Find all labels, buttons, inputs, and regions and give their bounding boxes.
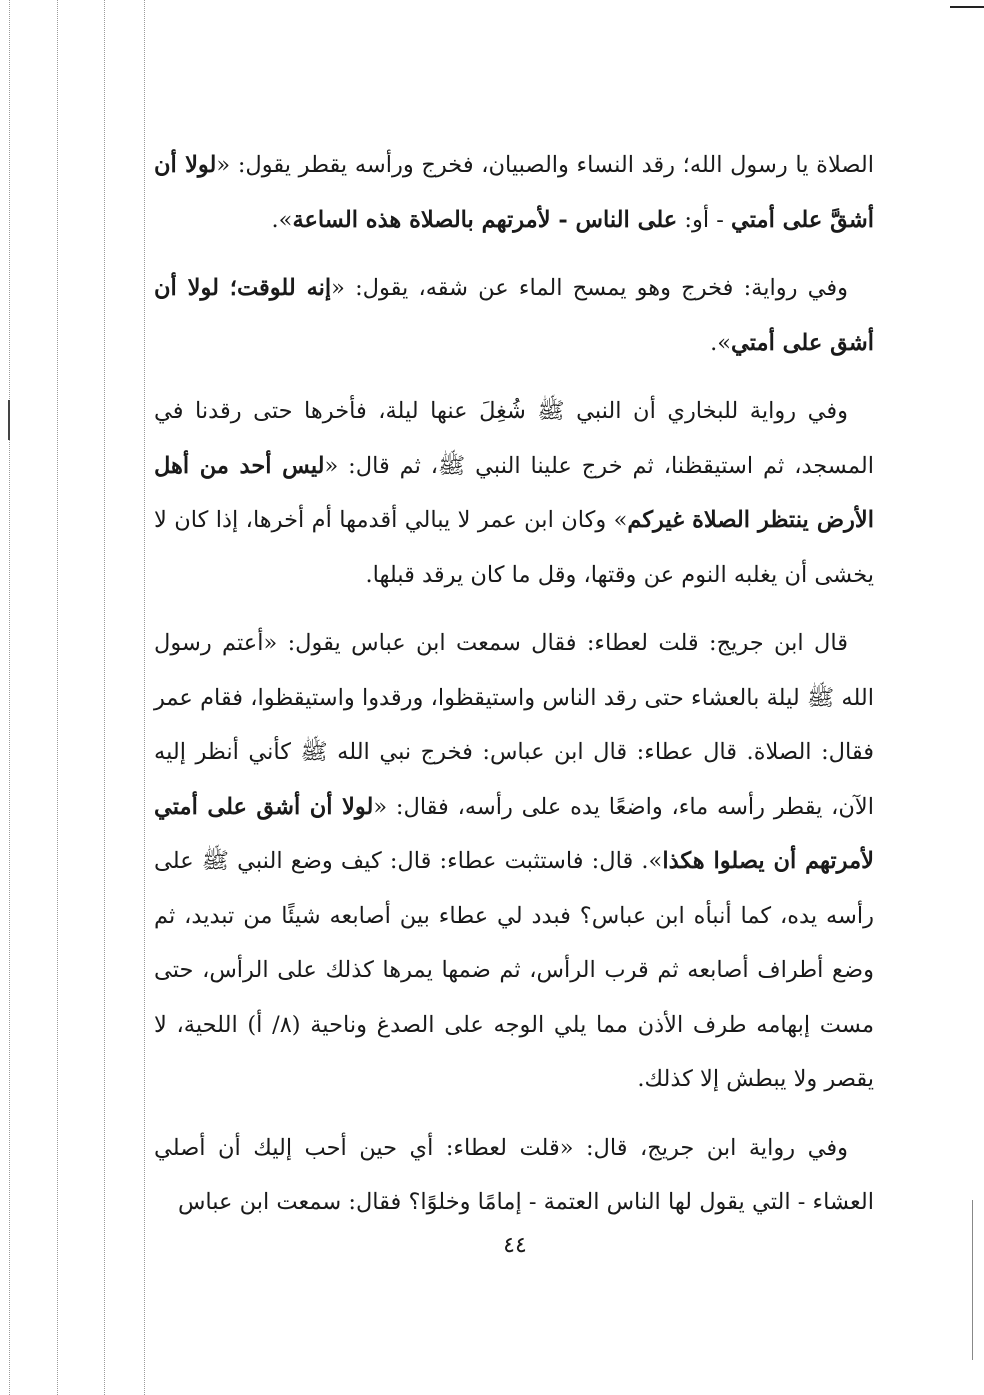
- hadith-quote: إنه للوقت؛ لولا أن أشق على أمتي: [154, 275, 874, 356]
- paragraph-p5: [154, 1121, 874, 1230]
- hadith-quote: لولا أن أشقَّ على أمتي: [154, 152, 874, 233]
- paragraph-text: وفي رواية للبخاري أن النبي ﷺ شُغِلَ عنها ليلة، فأخرها حتى رقدنا في المسجد، ثم استيقظنا، ثم خرج علينا النبي ﷺ، ثم قال: «: [154, 398, 874, 479]
- paragraph-text: قال ابن جريج: قلت لعطاء: فقال سمعت ابن عباس يقول: «أعتم رسول الله ﷺ ليلة بالعشاء حتى رقد الناس واستيقظوا، ورقدوا واستيقظوا، فقام عمر فقال: الصلاة. قال عطاء: قال ابن عباس: فخرج نبي الله ﷺ كأني أنظر إليه الآن، يقطر رأسه ماء، واضعًا يده على رأسه، فقال: «: [154, 630, 875, 820]
- paragraph-text: وفي رواية: فخرج وهو يمسح الماء عن شقه، يقول: «: [331, 275, 849, 301]
- paragraph-text: وفي رواية ابن جريج، قال: «قلت لعطاء: أي حين أحب إليك أن أصلي العشاء - التي يقول لها الناس العتمة - إمامًا وخلوًا؟ فقال: سمعت ابن عباس: [154, 1134, 874, 1215]
- paragraph-p1: [154, 138, 874, 247]
- top-edge-rule: [950, 6, 984, 8]
- scan-dots-left-text: [144, 0, 145, 1395]
- scan-edge-dots-left: [9, 0, 10, 1395]
- paragraph-p3: [154, 384, 874, 602]
- paragraph-text: الصلاة يا رسول الله؛ رقد النساء والصبيان، فخرج ورأسه يقطر يقول: «: [216, 152, 875, 178]
- hadith-quote: ليس أحد من أهل الأرض ينتظر الصلاة غيركم: [154, 452, 875, 533]
- paragraph-text: - أو:: [677, 206, 731, 233]
- paragraph-text: ». قال: فاستثبت عطاء: قال: كيف وضع النبي ﷺ على رأسه يده، كما أنبأه ابن عباس؟ فبدد لي عطاء بين أصابعه شيئًا من تبديد، ثم وضع أطراف أصابعه ثم قرب الرأس، ثم ضمها يمرها كذلك على الرأس، حتى مست إبهامه طرف الأذن مما يلي الوجه على الصدغ وناحية (٨/ أ) اللحية، لا يقصر ولا يبطش إلا كذلك.: [154, 848, 875, 1092]
- scan-mark-right: [972, 1200, 973, 1360]
- paragraph-p2: [154, 261, 874, 370]
- page-number: ٤٤: [503, 1233, 527, 1258]
- paragraph-text: ».: [271, 206, 293, 233]
- paragraph-text: » وكان ابن عمر لا يبالي أقدمها أم أخرها، إذا كان لا يخشى أن يغلبه النوم عن وقتها، وقل ما كان يرقد قبلها.: [154, 507, 874, 588]
- hadith-quote: على الناس - لأمرتهم بالصلاة هذه الساعة: [292, 206, 678, 233]
- scan-mark-left: [8, 400, 10, 440]
- scan-dots-left-margin: [104, 0, 105, 1395]
- scan-dots-left-inner: [57, 0, 58, 1395]
- page-body: [154, 138, 874, 1244]
- paragraph-text: ».: [710, 329, 731, 356]
- hadith-quote: لولا أن أشق على أمتي لأمرتهم أن يصلوا هكذا: [154, 793, 874, 874]
- paragraph-p4: [154, 616, 874, 1107]
